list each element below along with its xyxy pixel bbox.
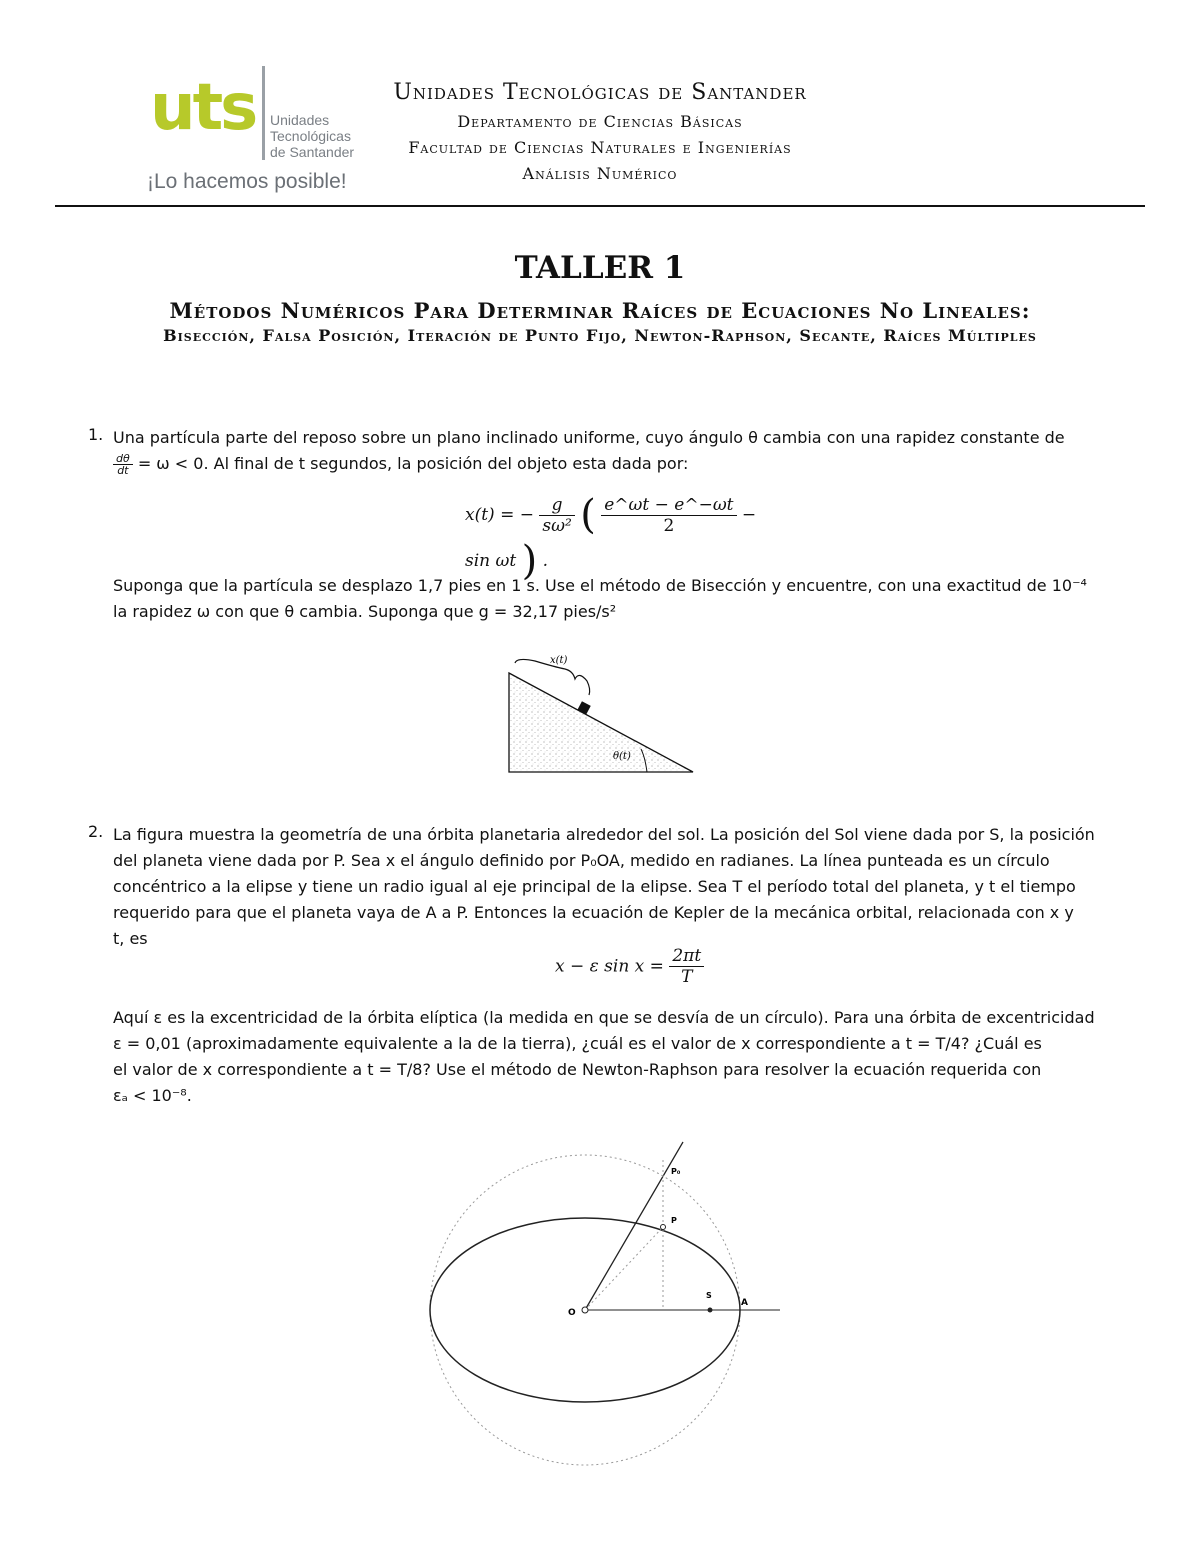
g-over-sw2: $\frac{g}{\text{sω²}}$ — [539, 495, 574, 536]
problem-1-number: 1. — [88, 425, 104, 444]
problem-2-para2-line-4: εₐ < 10⁻⁸. — [113, 1086, 192, 1105]
problem-2-para2-line-3: el valor de x correspondiente a t = T/8? Use el método de Newton-Raphson para resolver la ecuación requerida con — [113, 1060, 1042, 1079]
problem-2-para2-line-2: ε = 0,01 (aproximadamente equivalente a la de la tierra), ¿cuál es el valor de x correspondiente a t = T/4? ¿Cuál es — [113, 1034, 1042, 1053]
logo-wordmark: uts — [150, 71, 256, 145]
kepler-equation: x − ε sin x = $\frac{2\pi t}{T}$ — [555, 946, 755, 998]
problem-2-line-1: La figura muestra la geometría de una órbita planetaria alrededor del sol. La posición del Sol viene dada por S, la posición — [113, 825, 1095, 844]
label-p: P — [671, 1216, 677, 1225]
inclined-plane-figure — [495, 645, 705, 780]
department-name: Departamento de Ciencias Básicas — [457, 112, 743, 131]
incline-triangle — [509, 673, 693, 772]
problem-2-line-4: requerido para que el planeta vaya de A a P. Entonces la ecuación de Kepler de la mecánica orbital, relacionada con x y — [113, 903, 1074, 922]
problem-2-line-3: concéntrico a la elipse y tiene un radio igual al eje principal de la elipse. Sea T el período total del planeta, y t el tiempo — [113, 877, 1076, 896]
logo-line-2: Tecnológicas — [270, 128, 351, 144]
page-subtitle: Métodos Numéricos Para Determinar Raíces de Ecuaciones No Lineales: — [169, 298, 1031, 323]
orbit-figure — [420, 1130, 800, 1490]
label-p0: P₀ — [671, 1167, 681, 1176]
logo-slogan: ¡Lo hacemos posible! — [147, 170, 347, 193]
theta-label: θ(t) — [613, 751, 631, 762]
kepler-fraction: $\frac{2\pi t}{T}$ — [669, 946, 704, 987]
exp-fraction: $\frac{e\^{}\omega t - e\^{}-\omega t}{2}$ — [601, 495, 736, 536]
label-o: O — [568, 1308, 576, 1318]
course-name: Análisis Numérico — [522, 164, 678, 183]
problem-1-para2-line-2: la rapidez ω con que θ cambia. Suponga que g = 32,17 pies/s² — [113, 602, 617, 621]
sun-point — [708, 1308, 713, 1313]
planet-point — [661, 1225, 666, 1230]
problem-1-para2-line-1: Suponga que la partícula se desplazo 1,7 pies en 1 s. Use el método de Bisección y encuentre, con una exactitud de 10⁻⁴ — [113, 576, 1087, 595]
problem-1-line-2-text: = ω < 0. Al final de t segundos, la posición del objeto esta dada por: — [137, 454, 689, 473]
problem-2-line-2: del planeta viene dada por P. Sea x el ángulo definido por P₀OA, medido en radianes. La línea punteada es un círculo — [113, 851, 1050, 870]
label-s: S — [706, 1291, 712, 1300]
problem-2-line-5: t, es — [113, 929, 148, 948]
page-title: TALLER 1 — [514, 250, 686, 286]
position-equation: x(t) = − $\frac{g}{\text{sω²}}$ ( $\frac{e\^{}\omega t - e\^{}-\omega t}{2}$ − sin ωt ) . — [465, 492, 757, 584]
label-a: A — [741, 1298, 748, 1308]
university-name: Unidades Tecnológicas de Santander — [393, 80, 807, 105]
problem-2-para2-line-1: Aquí ε es la excentricidad de la órbita elíptica (la medida en que se desvía de un círculo). Para una órbita de excentricidad — [113, 1008, 1095, 1027]
xt-label: x(t) — [550, 655, 568, 666]
logo-divider — [262, 66, 265, 160]
sun-planet-line — [585, 1227, 663, 1310]
center-point — [582, 1307, 588, 1313]
methods-list: Bisección, Falsa Posición, Iteración de Punto Fijo, Newton-Raphson, Secante, Raíces Múltiples — [163, 326, 1037, 345]
faculty-name: Facultad de Ciencias Naturales e Ingenierías — [408, 138, 792, 157]
problem-2-number: 2. — [88, 822, 104, 841]
header-rule — [55, 205, 1145, 207]
radius-line — [585, 1142, 683, 1310]
logo-line-1: Unidades — [270, 112, 330, 128]
problem-1-line-2 — [113, 451, 1145, 477]
problem-1-line-1: Una partícula parte del reposo sobre un plano inclinado uniforme, cuyo ángulo θ cambia con una rapidez constante de — [113, 428, 1065, 447]
dtheta-dt-fraction: $\frac{d\theta}{dt}$ — [113, 453, 133, 476]
logo-line-3: de Santander — [270, 144, 355, 160]
